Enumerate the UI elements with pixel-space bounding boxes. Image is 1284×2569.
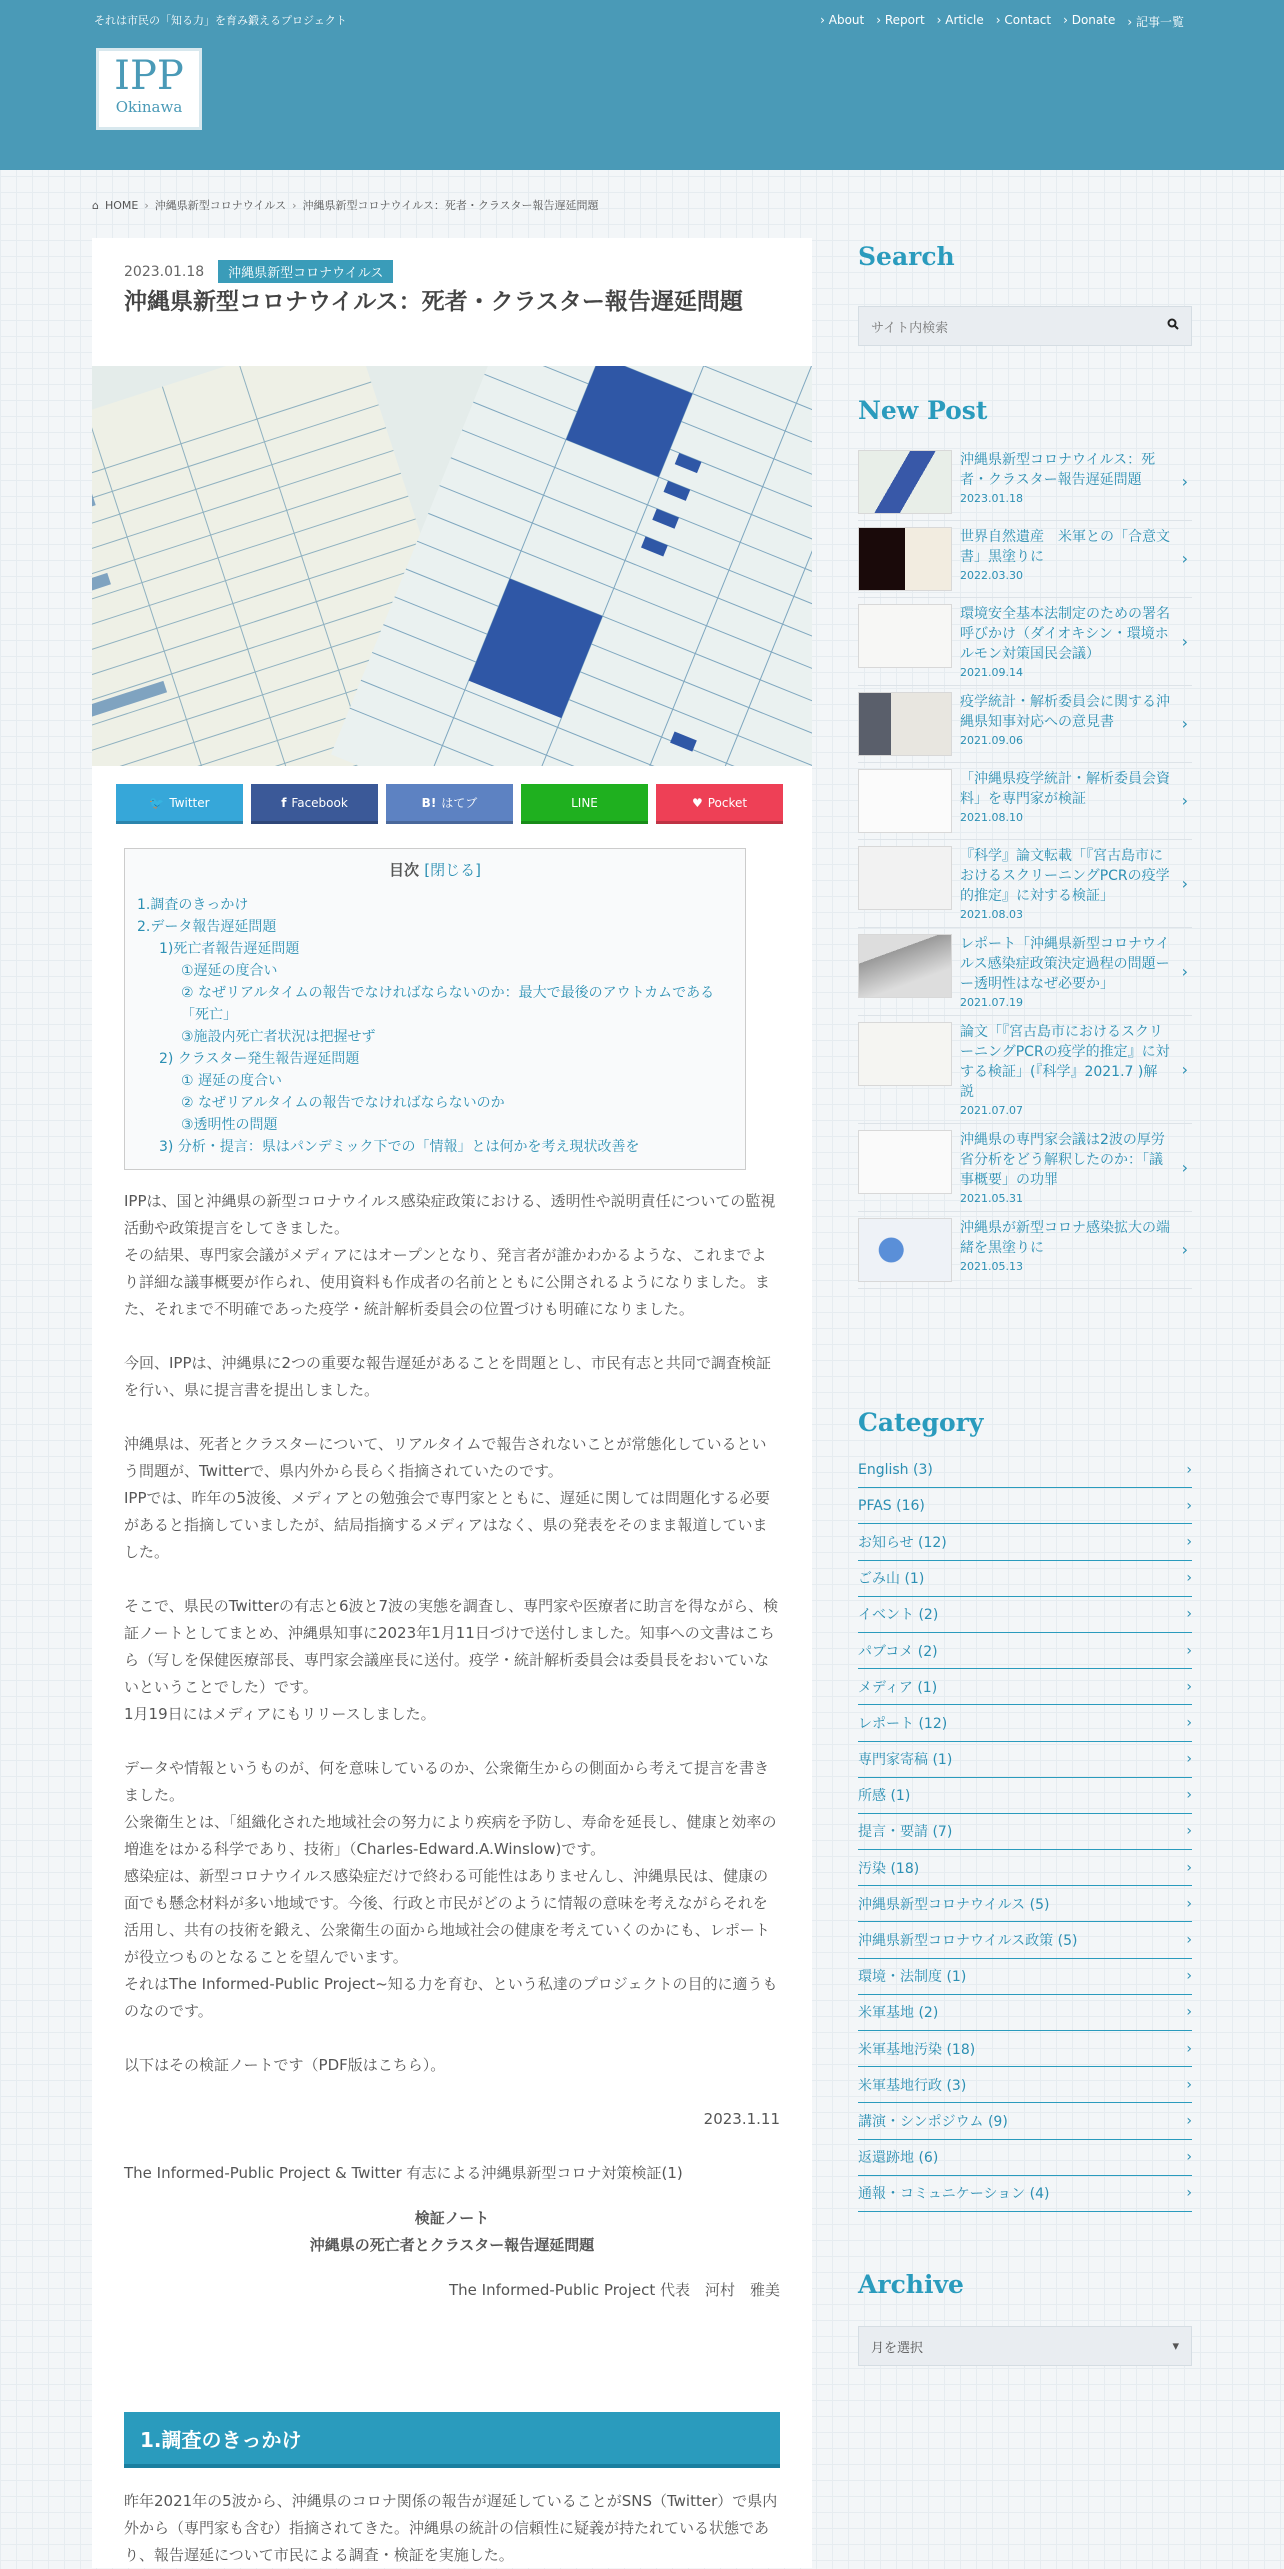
- category-label: 米軍基地行政 (3): [858, 2077, 967, 2094]
- search-heading: Search: [858, 242, 955, 271]
- note-title-1: 検証ノート: [414, 2209, 490, 2227]
- nav-article[interactable]: › Article: [937, 13, 984, 30]
- toc-item[interactable]: 1)死亡者報告遅延問題: [159, 941, 300, 957]
- category-heading: Category: [858, 1408, 984, 1437]
- chevron-right-icon: ›: [1186, 1787, 1192, 1804]
- site-logo[interactable]: [96, 48, 202, 130]
- category-label: イベント (2): [858, 1607, 939, 1624]
- category-item[interactable]: [858, 2176, 1192, 2212]
- category-label: PFAS (16): [858, 1497, 925, 1514]
- caret-down-icon: ▾: [1172, 2338, 1179, 2354]
- paragraph: 今回、IPPは、沖縄県に2つの重要な報告遅延があることを問題とし、市民有志と共同で調査検証を行い、県に提言書を提出しました。: [124, 1354, 772, 1399]
- archive-select[interactable]: [858, 2326, 1192, 2366]
- share-facebook-button[interactable]: [251, 784, 378, 824]
- chevron-right-icon: ›: [1181, 549, 1188, 568]
- category-badge[interactable]: 沖縄県新型コロナウイルス: [218, 260, 393, 283]
- toc-item[interactable]: ③透明性の問題: [181, 1117, 278, 1133]
- chevron-right-icon: ›: [1186, 1533, 1192, 1550]
- chevron-right-icon: ›: [292, 198, 297, 212]
- chevron-right-icon: ›: [1181, 714, 1188, 733]
- note-caption: The Informed-Public Project & Twitter 有志による沖縄県新型コロナ対策検証(1): [124, 2164, 683, 2182]
- share-twitter-label: Twitter: [169, 795, 210, 810]
- paragraph: データや情報というものが、何を意味しているのか、公衆衛生からの側面から考えて提言を書きました。 公衆衛生とは、「組織化された地域社会の努力により疾病を予防し、寿命を延長し、健康と効率の増進をはかる科学であり、技術」（Charles-Edward.A.Winslow)です。 感染症は、新型コロナウイルス感染症だけで終わる可能性はありませんし、沖縄県民は、健康の面でも懸念材料が多い地域です。今後、行政と市民がどのように情報の意味を考えながらそれを活用し、共有の技術を鍛え、公衆衛生の面から地域社会の健康を考えていくのかにも、レポートが役立つものとなることを望んでいます。 それはThe Informed-Public Project~知る力を育む、という私達のプロジェクトの目的に適うものなのです。: [124, 1759, 778, 2020]
- archive-select-value: 月を選択: [871, 2340, 924, 2356]
- chevron-right-icon: ›: [1181, 1059, 1188, 1079]
- site-tagline: それは市民の「知る力」を育み鍛えるプロジェクト: [94, 14, 347, 27]
- category-label: 環境・法制度 (1): [858, 1969, 967, 1986]
- hero-document-photo: [92, 366, 812, 766]
- table-of-contents: [124, 848, 746, 1170]
- category-label: 沖縄県新型コロナウイルス (5): [858, 1896, 1050, 1913]
- category-item[interactable]: [858, 2140, 1192, 2176]
- post-item[interactable]: [858, 1124, 1192, 1212]
- chevron-right-icon: ›: [1186, 1497, 1192, 1514]
- top-nav: [820, 13, 1184, 30]
- post-date: 2021.09.06: [960, 734, 1023, 747]
- post-date: 2021.05.31: [960, 1192, 1023, 1205]
- chevron-right-icon: ›: [1181, 791, 1188, 810]
- category-label: お知らせ (12): [858, 1534, 947, 1551]
- post-thumbnail: [858, 934, 952, 998]
- hero-image: [92, 366, 812, 766]
- category-label: 専門家寄稿 (1): [858, 1752, 953, 1769]
- chevron-right-icon: ›: [1186, 2112, 1192, 2129]
- toc-item[interactable]: 2.データ報告遅延問題: [137, 919, 277, 935]
- post-title: レポート「沖縄県新型コロナウイルス感染症政策決定過程の問題ーー透明性はなぜ必要か」: [960, 936, 1170, 992]
- category-label: ごみ山 (1): [858, 1571, 925, 1588]
- chevron-right-icon: ›: [1181, 631, 1188, 651]
- logo-text-okinawa: Okinawa: [115, 98, 183, 116]
- toc-item[interactable]: ① 遅延の度合い: [181, 1073, 283, 1089]
- post-title: 沖縄県が新型コロナ感染拡大の端緒を黒塗りに: [960, 1220, 1170, 1256]
- post-thumbnail: [858, 1218, 952, 1282]
- category-label: 米軍基地 (2): [858, 2005, 939, 2022]
- share-pocket-button[interactable]: [656, 784, 783, 824]
- search-icon[interactable]: [1167, 318, 1179, 334]
- note-title-2: 沖縄県の死亡者とクラスター報告遅延問題: [309, 2236, 595, 2254]
- post-date: 2021.08.03: [960, 908, 1023, 921]
- chevron-right-icon: ›: [1186, 1678, 1192, 1695]
- chevron-right-icon: ›: [1181, 961, 1188, 981]
- note-date: 2023.1.11: [703, 2110, 780, 2128]
- post-title: 論文「『宮古島市におけるスクリーニングPCRの疫学的推定』に対する検証」(『科学』2021.7 )解説: [960, 1024, 1170, 1100]
- category-item[interactable]: [858, 2031, 1192, 2067]
- chevron-right-icon: ›: [144, 198, 149, 212]
- toc-toggle[interactable]: [閉じる]: [424, 861, 481, 879]
- post-thumbnail: [858, 1130, 952, 1194]
- category-item[interactable]: [858, 1922, 1192, 1958]
- category-label: 講演・シンポジウム (9): [858, 2113, 1008, 2130]
- post-title: 疫学統計・解析委員会に関する沖縄県知事対応への意見書: [960, 694, 1170, 730]
- post-thumbnail: [858, 846, 952, 910]
- home-icon: ⌂: [92, 198, 99, 212]
- post-thumbnail: [858, 692, 952, 756]
- post-item[interactable]: [858, 598, 1192, 686]
- new-post-list: [858, 444, 1192, 1289]
- share-line-label: LINE: [571, 795, 598, 810]
- chevron-right-icon: ›: [1186, 2076, 1192, 2093]
- category-item[interactable]: [858, 2103, 1192, 2139]
- nav-contact[interactable]: › Contact: [996, 13, 1051, 30]
- chevron-right-icon: ›: [1186, 2149, 1192, 2166]
- paragraph: 沖縄県は、死者とクラスターについて、リアルタイムで報告されないことが常態化しているという問題が、Twitterで、県内外から長らく指摘されていたのです。 IPPでは、昨年の5波後、メディアとの勉強会で専門家とともに、遅延に関しては問題化する必要があると指摘していましたが、結局指摘するメディアはなく、県の発表をそのまま報道していました。: [124, 1435, 770, 1561]
- category-label: English (3): [858, 1461, 933, 1478]
- chevron-right-icon: ›: [1186, 1895, 1192, 1912]
- post-date: 2021.09.14: [960, 666, 1023, 679]
- category-item[interactable]: [858, 1561, 1192, 1597]
- category-label: レポート (12): [858, 1715, 948, 1732]
- hatena-icon: B!: [421, 795, 437, 810]
- paragraph: そこで、県民のTwitterの有志と6波と7波の実態を調査し、専門家や医療者に助言を得ながら、検証ノートとしてまとめ、沖縄県知事に2023年1月11日づけで送付しました。知事への文書はこちら（写しを保健医療部長、専門家会議座長に送付。疫学・統計解析委員会は委員長をおいていないということでした）です。 1月19日にはメディアにもリリースしました。: [124, 1597, 779, 1723]
- toc-item[interactable]: ①遅延の度合い: [181, 963, 278, 979]
- chevron-right-icon: ›: [1186, 2185, 1192, 2202]
- post-date: 2021.08.10: [960, 811, 1023, 824]
- chevron-right-icon: ›: [1181, 1157, 1188, 1177]
- post-title: 沖縄県の専門家会議は2波の厚労省分析をどう解釈したのか：「議事概要」の功罪: [960, 1132, 1165, 1188]
- category-label: 所感 (1): [858, 1788, 911, 1805]
- article-title: 沖縄県新型コロナウイルス：死者・クラスター報告遅延問題: [124, 289, 743, 315]
- toc-item[interactable]: 3) 分析・提言：県はパンデミック下での「情報」とは何かを考え現状改善を: [159, 1139, 640, 1155]
- archive-heading: Archive: [858, 2270, 964, 2299]
- chevron-right-icon: ›: [1186, 2040, 1192, 2057]
- chevron-right-icon: ›: [1186, 1932, 1192, 1949]
- pocket-icon: ♥: [691, 795, 703, 810]
- post-date: 2022.03.30: [960, 569, 1023, 582]
- post-date: 2023.01.18: [960, 492, 1023, 505]
- category-label: メディア (1): [858, 1679, 938, 1696]
- note-author: The Informed-Public Project 代表 河村 雅美: [449, 2281, 780, 2299]
- breadcrumb: [92, 197, 599, 213]
- share-line-button[interactable]: [521, 784, 648, 824]
- post-title: 世界自然遺産 米軍との「合意文書」黒塗りに: [960, 529, 1170, 565]
- category-item[interactable]: [858, 1488, 1192, 1524]
- share-facebook-label: Facebook: [291, 795, 348, 810]
- post-title: 『科学』論文転載「『宮古島市におけるスクリーニングPCRの疫学的推定』に対する検証」: [960, 848, 1170, 904]
- chevron-right-icon: ›: [1181, 873, 1188, 893]
- category-label: 汚染 (18): [858, 1860, 920, 1877]
- chevron-right-icon: ›: [1186, 1714, 1192, 1731]
- chevron-right-icon: ›: [1186, 1859, 1192, 1876]
- category-item[interactable]: [858, 2067, 1192, 2103]
- search-placeholder: サイト内検索: [871, 320, 949, 336]
- category-label: 返還跡地 (6): [858, 2150, 939, 2167]
- chevron-right-icon: ›: [1186, 1461, 1192, 1478]
- chevron-right-icon: ›: [1181, 472, 1188, 491]
- post-title: 環境安全基本法制定のための署名呼びかけ（ダイオキシン・環境ホルモン対策国民会議）: [960, 606, 1170, 662]
- share-hatena-label: はてブ: [441, 796, 478, 810]
- post-title: 沖縄県新型コロナウイルス：死者・クラスター報告遅延問題: [960, 452, 1156, 488]
- category-label: 沖縄県新型コロナウイルス政策 (5): [858, 1933, 1078, 1950]
- post-title: 「沖縄県疫学統計・解析委員会資料」を専門家が検証: [960, 771, 1170, 807]
- search-input[interactable]: [858, 306, 1192, 346]
- category-list: [858, 1452, 1192, 2212]
- post-item[interactable]: [858, 928, 1192, 1016]
- nav-report[interactable]: › Report: [876, 13, 924, 30]
- post-item[interactable]: [858, 763, 1192, 840]
- post-item[interactable]: [858, 521, 1192, 598]
- paragraph: 以下はその検証ノートです（PDF版はこちら）。: [124, 2056, 446, 2074]
- share-hatena-button[interactable]: [386, 784, 513, 824]
- toc-item[interactable]: 2) クラスター発生報告遅延問題: [159, 1051, 360, 1067]
- chevron-right-icon: ›: [1186, 1751, 1192, 1768]
- toc-item[interactable]: ② なぜリアルタイムの報告でなければならないのか：最大で最後のアウトカムである「死亡」: [181, 985, 715, 1023]
- breadcrumb-category[interactable]: 沖縄県新型コロナウイルス: [154, 199, 287, 212]
- twitter-icon: 🐦: [149, 795, 165, 810]
- toc-item[interactable]: ③施設内死亡者状況は把握せず: [181, 1029, 376, 1045]
- post-thumbnail: [858, 450, 952, 514]
- category-item[interactable]: [858, 1814, 1192, 1850]
- article-card: [92, 238, 812, 2568]
- category-item[interactable]: [858, 1452, 1192, 1488]
- toc-list: [137, 894, 733, 1158]
- category-label: 米軍基地汚染 (18): [858, 2041, 976, 2058]
- category-item[interactable]: [858, 1959, 1192, 1995]
- category-item[interactable]: [858, 1597, 1192, 1633]
- category-label: 通報・コミュニケーション (4): [858, 2186, 1050, 2203]
- article-body: [124, 1188, 780, 2304]
- post-thumbnail: [858, 527, 952, 591]
- post-item[interactable]: [858, 840, 1192, 928]
- post-item[interactable]: [858, 1212, 1192, 1289]
- article-date: 2023.01.18: [124, 263, 205, 280]
- category-label: 提言・要請 (7): [858, 1824, 953, 1841]
- nav-article-list[interactable]: › 記事一覧: [1127, 13, 1184, 30]
- chevron-right-icon: ›: [1181, 1240, 1188, 1259]
- breadcrumb-current: 沖縄県新型コロナウイルス：死者・クラスター報告遅延問題: [302, 199, 599, 212]
- section-text: 昨年2021年の5波から、沖縄県のコロナ関係の報告が遅延していることがSNS（Twitter）で県内外から（専門家も含む）指摘されてきた。沖縄県の統計の信頼性に疑義が持たれている状態であり、報告遅延について市民による調査・検証を実施した。: [124, 2492, 778, 2564]
- category-item[interactable]: [858, 1524, 1192, 1560]
- post-date: 2021.05.13: [960, 1260, 1023, 1273]
- toc-title: 目次: [389, 861, 420, 879]
- chevron-right-icon: ›: [1186, 2004, 1192, 2021]
- toc-item[interactable]: ② なぜリアルタイムの報告でなければならないのか: [181, 1095, 505, 1111]
- chevron-right-icon: ›: [1186, 1968, 1192, 1985]
- category-item[interactable]: [858, 1633, 1192, 1669]
- paragraph: IPPは、国と沖縄県の新型コロナウイルス感染症政策における、透明性や説明責任についての監視活動や政策提言をしてきました。 その結果、専門家会議がメディアにはオープンとなり、発言者が誰かわかるような、これまでより詳細な議事概要が作られ、使用資料も作成者の名前とともに公開されるようになりました。また、それまで不明確であった疫学・統計解析委員会の位置づけも明確になりました。: [124, 1192, 776, 1318]
- toc-header: [137, 859, 733, 880]
- new-post-heading: New Post: [858, 396, 988, 425]
- category-label: パブコメ (2): [858, 1643, 938, 1660]
- category-item[interactable]: [858, 1742, 1192, 1778]
- logo-text-ipp: IPP: [114, 53, 184, 99]
- nav-donate[interactable]: › Donate: [1063, 13, 1115, 30]
- category-item[interactable]: [858, 1850, 1192, 1886]
- category-item[interactable]: [858, 1886, 1192, 1922]
- nav-about[interactable]: › About: [820, 13, 864, 30]
- post-date: 2021.07.19: [960, 996, 1023, 1009]
- article-meta: [124, 260, 393, 283]
- post-item[interactable]: [858, 444, 1192, 521]
- category-item[interactable]: [858, 1669, 1192, 1705]
- chevron-right-icon: ›: [1186, 1606, 1192, 1623]
- category-item[interactable]: [858, 1778, 1192, 1814]
- share-pocket-label: Pocket: [707, 795, 748, 810]
- share-twitter-button[interactable]: [116, 784, 243, 824]
- chevron-right-icon: ›: [1186, 1823, 1192, 1840]
- facebook-icon: f: [281, 795, 287, 810]
- post-date: 2021.07.07: [960, 1104, 1023, 1117]
- category-item[interactable]: [858, 1705, 1192, 1741]
- post-thumbnail: [858, 604, 952, 668]
- post-item[interactable]: [858, 1016, 1192, 1124]
- post-item[interactable]: [858, 686, 1192, 763]
- chevron-right-icon: ›: [1186, 1642, 1192, 1659]
- share-buttons: [116, 784, 783, 824]
- site-header: [0, 0, 1284, 170]
- chevron-right-icon: ›: [1186, 1570, 1192, 1587]
- breadcrumb-home[interactable]: HOME: [104, 198, 139, 212]
- category-item[interactable]: [858, 1995, 1192, 2031]
- post-thumbnail: [858, 1022, 952, 1086]
- post-thumbnail: [858, 769, 952, 833]
- section-heading: 1.調査のきっかけ: [124, 2412, 780, 2468]
- toc-item[interactable]: 1.調査のきっかけ: [137, 897, 249, 913]
